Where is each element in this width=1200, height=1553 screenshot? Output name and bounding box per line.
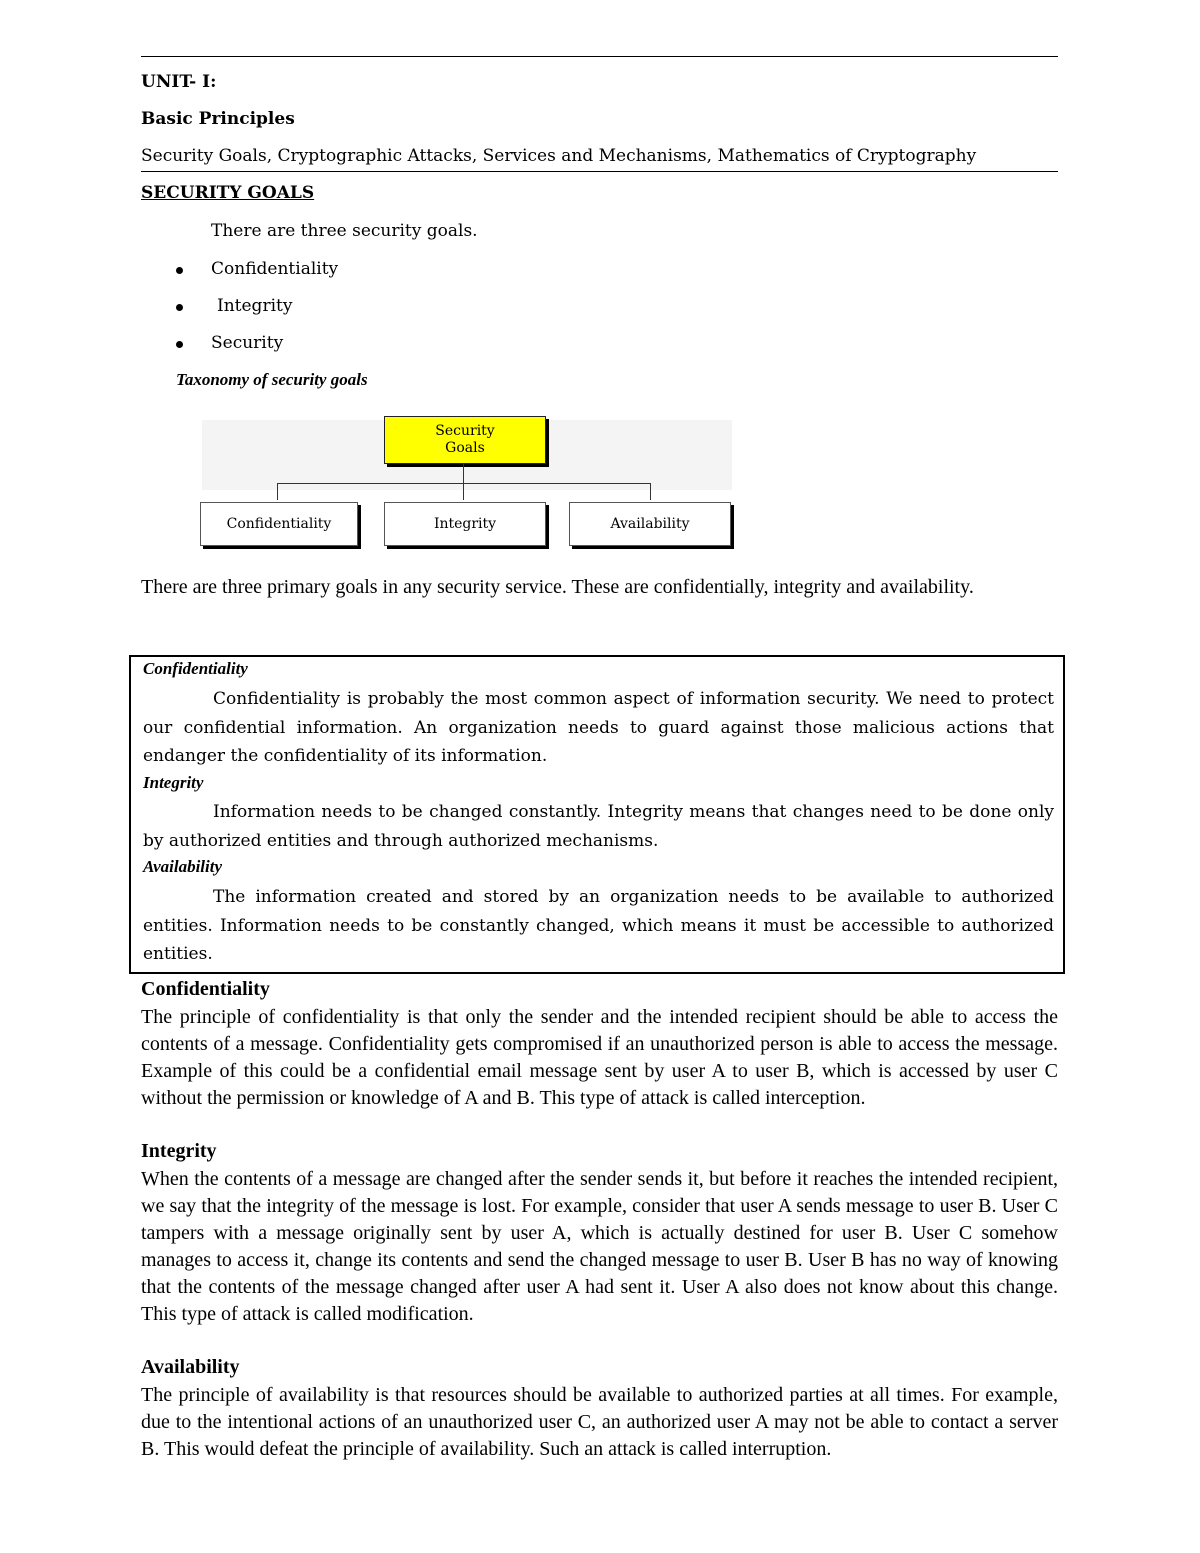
bullet-icon	[176, 304, 183, 311]
list-item: Integrity	[172, 295, 338, 332]
section-text-availability: The principle of availability is that resources should be available to authorized parties at all times. For example, due to the intentional actions of an unauthorized user C, an authorized user A may not be able to contact a server B. This would defeat the principle of availability. Such an attack is called interruption.	[141, 1384, 1058, 1460]
bullet-icon	[176, 267, 183, 274]
box-heading-availability: Availability	[143, 857, 223, 876]
section-text-integrity: When the contents of a message are changed after the sender sends it, but before it reaches the intended recipient, we say that the integrity of the message is lost. For example, consider that user A sends message to user B. User C tampers with a message originally sent by user A, which is actually destined for user B. User C somehow manages to access it, change its contents and send the changed message to user B. User B has no way of knowing that the contents of the message changed after user A had sent it. User A also does not know about this change. This type of attack is called modification.	[141, 1168, 1058, 1325]
section-heading-integrity: Integrity	[141, 1140, 217, 1162]
topics-line: Security Goals, Cryptographic Attacks, Services and Mechanisms, Mathematics of Cryptography	[141, 146, 977, 166]
unit-label: UNIT- I:	[141, 72, 217, 92]
section-heading-confidentiality: Confidentiality	[141, 978, 270, 1000]
box-text-availability: The information created and stored by an organization needs to be available to authorized entities. Information needs to be constantly changed, which means it must be accessible to authorized entities.	[143, 887, 1054, 964]
section-heading-availability: Availability	[141, 1356, 240, 1378]
bullet-icon	[176, 341, 183, 348]
taxonomy-caption: Taxonomy of security goals	[176, 370, 368, 389]
diagram-root-node: Security Goals	[384, 416, 546, 464]
diagram-connector	[277, 483, 278, 500]
security-goals-list	[172, 258, 338, 369]
section-heading-security-goals: SECURITY GOALS	[141, 183, 315, 203]
box-text-confidentiality: Confidentiality is probably the most common aspect of information security. We need to protect our confidential information. An organization needs to guard against those malicious actions that endanger the confidentiality of its information.	[143, 689, 1054, 766]
primary-goals-paragraph: There are three primary goals in any security service. These are confidentially, integrity and availability.	[141, 576, 974, 598]
diagram-connector	[650, 483, 651, 500]
section-text-confidentiality: The principle of confidentiality is that only the sender and the intended recipient should be able to access the contents of a message. Confidentiality gets compromised if an unauthorized person is able to access the message. Example of this could be a confidential email message sent by user A to user B, which is accessed by user C without the permission or knowledge of A and B. This type of attack is called interception.	[141, 1006, 1058, 1109]
list-item: Security	[172, 332, 338, 369]
diagram-node-integrity: Integrity	[384, 502, 546, 546]
diagram-node-confidentiality: Confidentiality	[200, 502, 358, 546]
taxonomy-diagram	[198, 412, 738, 552]
diagram-connector	[463, 464, 464, 500]
box-heading-integrity: Integrity	[143, 773, 204, 792]
box-heading-confidentiality: Confidentiality	[143, 659, 248, 678]
list-item: Confidentiality	[172, 258, 338, 295]
top-rule	[141, 56, 1058, 57]
goals-summary-box	[129, 655, 1065, 974]
subject-title: Basic Principles	[141, 109, 295, 129]
topics-rule	[141, 171, 1058, 172]
security-goals-intro: There are three security goals.	[211, 221, 478, 241]
diagram-node-availability: Availability	[569, 502, 731, 546]
diagram-connector	[277, 483, 651, 484]
box-text-integrity: Information needs to be changed constantly. Integrity means that changes need to be done only by authorized entities and through authorized mechanisms.	[143, 802, 1054, 851]
